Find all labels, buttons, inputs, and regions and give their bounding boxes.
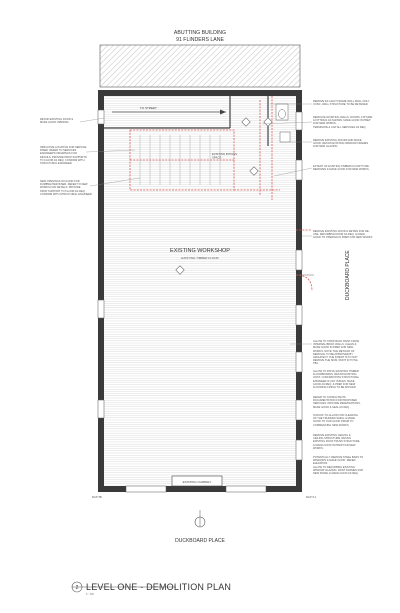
- basin-fixture: [280, 132, 290, 142]
- note-right-10: REMOVE EXISTING CEILING & CEILING STRUCTURE, RETAIN EXISTING ROOF TRUSS STRUCTURE & MAKE GOOD IN PREP FOR NEW WORKS.: [313, 434, 360, 450]
- note-left-3: NEW OPENINGS IN FLOOR FOR DUMBWAITER RISER. REFER TO NEW WORKS FOR DETAILS. PROVIDE PROP SUPPORT TO FLOOR AS REQ. CONFIRM WITH STRUCTURAL ENGINEER: [40, 180, 92, 196]
- plan-number: 2: [75, 585, 79, 591]
- note-right-6: ALLOW TO STRIP BACK PAINT FROM INTERNAL BRICK WALLS, CLEAN & MAKE GOOD IN PREP FOR NEW WORKS. NOTE: THE METHOD OF REMOVAL TO BE APPROVED BY ARCHITECT. THE INTENT IS TO NOT REMOVE THE SKIM. PAINT IN TOTAL TBC.: [313, 340, 359, 366]
- street-label-east: DUCKBOARD PLACE: [345, 250, 351, 300]
- street-label-south: DUCKBOARD PLACE: [175, 538, 225, 544]
- note-right-5: REMOVE EXISTING DOOR & RETAIN FOR RE- USE. REFURBISH DOOR AS REQ. & MAKE GOOD TO OPENING IN PREP FOR NEW WORKS: [313, 230, 373, 240]
- note-left-1: RETAIN EXISTING DOOR & MAKE GOOD OPENING: [40, 118, 74, 125]
- note-right-7: ALLOW TO PATCH EXISTING TIMBER FLOORBOARDS, RETAIN EXISTING JOIST, CONFIRM WITH STRUCTURAL ENGINEER IF ANY ISSUES. MAKE GOOD AS REQ. & PREP FOR NEW FLOORING FINISH TO BE APPLIED: [313, 370, 360, 390]
- note-right-8: REFER TO CONSULTANTS DOCUMENTATION FOR PROPOSED SERVICES. PROVIDE PENETRATIONS, MAKE GOOD & SEAL AS REQ.: [313, 396, 361, 409]
- note-right-2: DEMOLISH EXISTING WALLS, DOORS, FIXTURE & FITTINGS AS SHOWN. MAKE GOOD IN PREP FOR NEW WORKS. TERMINATE & CAP ALL SERVICES AS REQ.: [313, 116, 373, 129]
- note-right-9: IN ROOF TO ALLOW FOR CLEANING OF THE TRUNKED SHELL & MAKE GOOD TO OUR GOOD PRIOR TO COMMENCING NEW WORKS.: [313, 414, 358, 427]
- plan-title: LEVEL ONE - DEMOLITION PLAN: [86, 582, 232, 592]
- wc-fixture: [276, 104, 288, 120]
- note-right-11: POTENTIALLY REMOVE STEEL BARS TO WINDOWS & MAKE GOOD. REFER ELEVATION. ALLOW TO REFURBISH EXISTING WINDOW GLAZING, PAINT FRAMES FOR NEW FINISH & MAKE GOOD AS REQ.: [313, 456, 364, 476]
- plan-scale: 1 : 50: [86, 592, 94, 596]
- abutting-building-line1: ABUTTING BUILDING: [173, 30, 227, 36]
- workshop-label: EXISTING WORKSHOP: [170, 248, 230, 254]
- note-right-4: EXTENT OF EXISTING TIMBER FLOOR TO BE REMOVED & MAKE GOOD FOR NEW WORKS: [313, 165, 369, 172]
- note-left-2: INDICATIVE LOCATION FOR SERVICE RISER. REFER TO SERVICES ENGINEER'S DRAWINGS FOR DETAILS. PROVIDE PROP SUPPORTS TO FLOOR AS REQ. CONFIRM WITH STRUCTURAL ENGINEER.: [40, 146, 87, 166]
- abutting-building-line2: 91 FLINDERS LANE: [176, 36, 224, 43]
- to-street-label: TO STREET: [140, 106, 157, 110]
- note-right-3: REMOVE EXISTING DOORS AND MAKE GOOD. RETAIN EXISTING WINDOW FRAMES FOR NEW GLAZING: [313, 139, 369, 149]
- rl-label-right: RL/P 5.2: [306, 496, 317, 499]
- rl-label-left: RL/P 5B: [92, 496, 102, 499]
- note-right-1: REMOVE EX LIGHT FRAME WALL WALL ONLY. CONC. WALL STRUCTURE TO BE RETAINED: [313, 100, 370, 107]
- abutting-building-hatch: [100, 45, 300, 87]
- stair-space-label: EXISTING BYPASS SPACE: [212, 152, 237, 160]
- chimney-label: EXISTING CHIMNEY: [182, 480, 212, 484]
- floor-label: EXISTING TIMBER FLOOR: [181, 256, 219, 260]
